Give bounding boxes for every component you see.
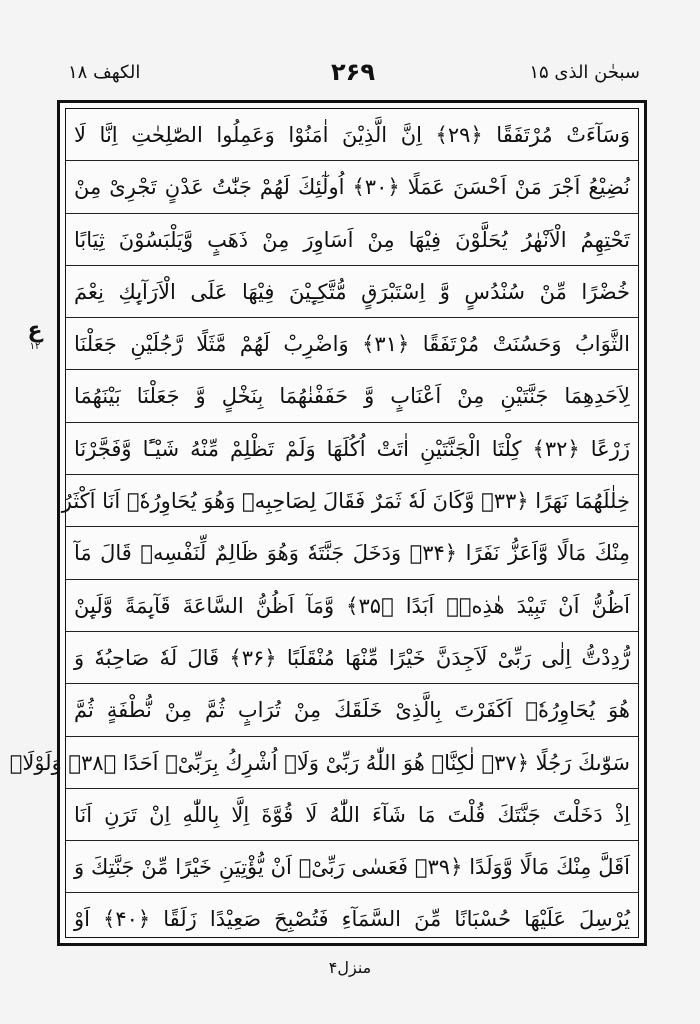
verse-line: اَقَلَّ مِنْكَ مَالًا وَّوَلَدًا ﴿۳۹﴾ فَعَسٰی رَبِّیْۤ اَنْ یُّؤْتِیَنِ خَیْرًا مِّنْ جَنَّتِكَ وَ: [66, 841, 638, 893]
page-header: [60, 58, 646, 94]
verse-line: اَظُنُّ اَنْ تَبِیْدَ هٰذِهٖۤ اَبَدًا ﴿۳۵﴾ وَّمَآ اَظُنُّ السَّاعَةَ قَآىِٕمَةً وَّلَىِٕنْ: [66, 580, 638, 632]
ruku-marker: [18, 318, 52, 352]
verse-line: لِاَحَدِهِمَا جَنَّتَیْنِ مِنْ اَعْنَابٍ وَّ حَفَفْنٰهُمَا بِنَخْلٍ وَّ جَعَلْنَا بَیْنَهُمَا: [66, 370, 638, 422]
surah-name: الکھف ۱۸: [68, 62, 141, 83]
verse-line: زَرْعًا ﴿۳۲﴾ كِلْتَا الْجَنَّتَیْنِ اٰتَتْ اُكُلَهَا وَلَمْ تَظْلِمْ مِّنْهُ شَیْـًٔا وَّفَجَّرْنَا: [66, 423, 638, 475]
ruku-number: ۱۲: [29, 341, 41, 352]
ruku-symbol: ع: [27, 318, 43, 343]
verse-line: هُوَ یُحَاوِرُهٗۤ اَكَفَرْتَ بِالَّذِیْ خَلَقَكَ مِنْ تُرَابٍ ثُمَّ مِنْ نُّطْفَةٍ ثُمَّ: [66, 684, 638, 736]
verse-line: خِلٰلَهُمَا نَهَرًا ﴿۳۳﴾ وَّكَانَ لَهٗ ثَمَرٌ فَقَالَ لِصَاحِبِهٖ وَهُوَ یُحَاوِرُهٗۤ اَنَا اَكْثَرُ: [66, 475, 638, 527]
para-name: سبحٰن الذی ۱۵: [529, 62, 640, 83]
verse-line: یُرْسِلَ عَلَیْهَا حُسْبَانًا مِّنَ السَّمَآءِ فَتُصْبِحَ صَعِیْدًا زَلَقًا ﴿۴۰﴾ اَوْ: [74, 907, 630, 932]
verse-line: وَسَآءَتْ مُرْتَفَقًا ﴿۲۹﴾ اِنَّ الَّذِیْنَ اٰمَنُوْا وَعَمِلُوا الصّٰلِحٰتِ اِنَّا لَا: [66, 109, 638, 161]
manzil-footer: منزل۴: [328, 958, 372, 977]
verse-line: تَحْتِهِمُ الْاَنْهٰرُ یُحَلَّوْنَ فِیْهَا مِنْ اَسَاوِرَ مِنْ ذَهَبٍ وَّیَلْبَسُوْنَ ثِیَابًا: [66, 214, 638, 266]
verse-line: مِنْكَ مَالًا وَّاَعَزُّ نَفَرًا ﴿۳۴﴾ وَدَخَلَ جَنَّتَهٗ وَهُوَ ظَالِمٌ لِّنَفْسِهٖ قَالَ مَآ: [66, 527, 638, 579]
verse-line: خُضْرًا مِّنْ سُنْدُسٍ وَّ اِسْتَبْرَقٍ مُّتَّكِـِٕیْنَ فِیْهَا عَلَی الْاَرَآىِٕكِ نِعْمَ: [66, 266, 638, 318]
verse-line: اِذْ دَخَلْتَ جَنَّتَكَ قُلْتَ مَا شَآءَ اللّٰهُ لَا قُوَّةَ اِلَّا بِاللّٰهِ اِنْ تَرَنِ اَنَا: [66, 789, 638, 841]
verse-line: سَوّٰىكَ رَجُلًا ﴿۳۷﴾ لٰكِنَّاۡ هُوَ اللّٰهُ رَبِّیْ وَلَاۤ اُشْرِكُ بِرَبِّیْۤ اَحَدًا ﴿۳۸﴾ وَلَوْلَاۤ: [66, 737, 638, 789]
verse-line: رُّدِدْتُّ اِلٰی رَبِّیْ لَاَجِدَنَّ خَیْرًا مِّنْهَا مُنْقَلَبًا ﴿۳۶﴾ قَالَ لَهٗ صَاحِبُهٗ وَ: [66, 632, 638, 684]
page-number: ۲۶۹: [331, 58, 375, 86]
verse-line: نُضِیْعُ اَجْرَ مَنْ اَحْسَنَ عَمَلًا ﴿۳۰﴾ اُولٰٓئِكَ لَهُمْ جَنّٰتُ عَدْنٍ تَجْرِیْ مِنْ: [66, 161, 638, 213]
verse-line: الثَّوَابُ وَحَسُنَتْ مُرْتَفَقًا ﴿۳۱﴾ وَاضْرِبْ لَهُمْ مَّثَلًا رَّجُلَیْنِ جَعَلْنَا: [66, 318, 638, 370]
